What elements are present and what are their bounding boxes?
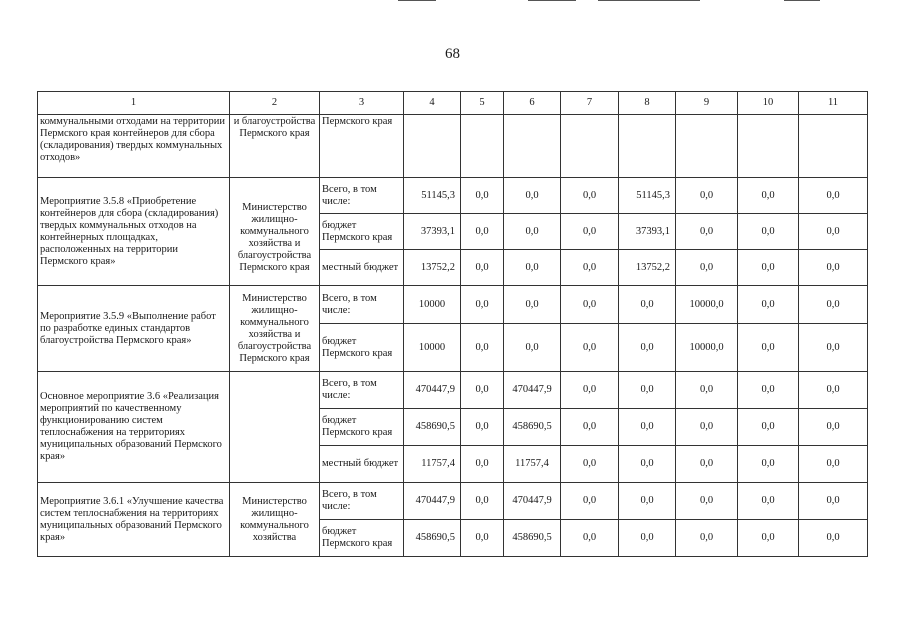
- value-cell: 0,0: [738, 250, 799, 286]
- value-cell: 10000,0: [676, 286, 738, 324]
- funding-source-cell: бюджет Пермского края: [320, 324, 404, 372]
- value-cell: 458690,5: [404, 520, 461, 557]
- value-cell: 37393,1: [404, 214, 461, 250]
- value-cell: [799, 115, 868, 178]
- value-cell: 0,0: [799, 286, 868, 324]
- value-cell: 0,0: [461, 483, 504, 520]
- value-cell: 458690,5: [404, 409, 461, 446]
- header-row: [38, 92, 868, 115]
- value-cell: 51145,3: [619, 178, 676, 214]
- value-cell: 0,0: [676, 520, 738, 557]
- value-cell: 0,0: [738, 520, 799, 557]
- value-cell: 0,0: [461, 446, 504, 483]
- value-cell: 0,0: [799, 446, 868, 483]
- table-row: [38, 483, 868, 520]
- header-cell: 2: [230, 92, 320, 115]
- header-cell: 8: [619, 92, 676, 115]
- value-cell: 0,0: [461, 214, 504, 250]
- value-cell: 0,0: [676, 409, 738, 446]
- funding-source-cell: Всего, в том числе:: [320, 286, 404, 324]
- funding-source-cell: бюджет Пермского края: [320, 214, 404, 250]
- executor-cell: Министерство жилищно-коммунального хозяйства и благоустройства Пермского края: [230, 178, 320, 286]
- value-cell: 0,0: [619, 520, 676, 557]
- value-cell: 0,0: [799, 250, 868, 286]
- value-cell: 458690,5: [504, 520, 561, 557]
- value-cell: 0,0: [676, 372, 738, 409]
- event-name-cell: Мероприятие 3.5.9 «Выполнение работ по разработке единых стандартов благоустройства Пермского края»: [38, 286, 230, 372]
- table-row: [38, 178, 868, 214]
- value-cell: 10000: [404, 324, 461, 372]
- table-row: [38, 372, 868, 409]
- value-cell: 0,0: [619, 483, 676, 520]
- event-name-cell: коммунальными отходами на территории Пермского края контейнеров для сбора (складирования) твердых коммунальных отходов»: [38, 115, 230, 178]
- value-cell: 0,0: [561, 324, 619, 372]
- value-cell: 0,0: [619, 372, 676, 409]
- header-cell: 7: [561, 92, 619, 115]
- value-cell: 0,0: [461, 324, 504, 372]
- budget-table: [37, 91, 868, 557]
- header-cell: 6: [504, 92, 561, 115]
- value-cell: 51145,3: [404, 178, 461, 214]
- value-cell: 0,0: [738, 483, 799, 520]
- funding-source-cell: местный бюджет: [320, 250, 404, 286]
- funding-source-cell: Пермского края: [320, 115, 404, 178]
- value-cell: 13752,2: [619, 250, 676, 286]
- executor-cell: Министерство жилищно-коммунального хозяйства: [230, 483, 320, 557]
- value-cell: 0,0: [561, 372, 619, 409]
- table-row: [38, 286, 868, 324]
- event-name-cell: Мероприятие 3.6.1 «Улучшение качества систем теплоснабжения на территориях муниципальных образований Пермского края»: [38, 483, 230, 557]
- funding-source-cell: местный бюджет: [320, 446, 404, 483]
- funding-source-cell: бюджет Пермского края: [320, 520, 404, 557]
- value-cell: 0,0: [676, 250, 738, 286]
- funding-source-cell: Всего, в том числе:: [320, 483, 404, 520]
- value-cell: 0,0: [561, 446, 619, 483]
- value-cell: 0,0: [738, 446, 799, 483]
- value-cell: 0,0: [619, 446, 676, 483]
- value-cell: 0,0: [561, 483, 619, 520]
- executor-cell: [230, 372, 320, 483]
- value-cell: 0,0: [799, 214, 868, 250]
- value-cell: 470447,9: [504, 372, 561, 409]
- value-cell: [619, 115, 676, 178]
- value-cell: 10000: [404, 286, 461, 324]
- value-cell: 0,0: [461, 372, 504, 409]
- value-cell: 0,0: [461, 409, 504, 446]
- value-cell: 0,0: [561, 178, 619, 214]
- value-cell: 0,0: [676, 446, 738, 483]
- value-cell: 0,0: [619, 324, 676, 372]
- value-cell: 0,0: [738, 178, 799, 214]
- value-cell: 0,0: [504, 324, 561, 372]
- value-cell: 0,0: [461, 520, 504, 557]
- value-cell: 0,0: [561, 409, 619, 446]
- value-cell: 0,0: [799, 178, 868, 214]
- value-cell: 0,0: [561, 214, 619, 250]
- value-cell: [404, 115, 461, 178]
- executor-cell: и благоустройства Пермского края: [230, 115, 320, 178]
- header-cell: 10: [738, 92, 799, 115]
- table-row: [38, 115, 868, 178]
- header-cell: 4: [404, 92, 461, 115]
- value-cell: 0,0: [461, 250, 504, 286]
- value-cell: 11757,4: [504, 446, 561, 483]
- value-cell: 0,0: [799, 483, 868, 520]
- value-cell: 458690,5: [504, 409, 561, 446]
- value-cell: 0,0: [504, 250, 561, 286]
- value-cell: 0,0: [461, 286, 504, 324]
- value-cell: [461, 115, 504, 178]
- value-cell: 37393,1: [619, 214, 676, 250]
- funding-source-cell: Всего, в том числе:: [320, 178, 404, 214]
- value-cell: 0,0: [799, 520, 868, 557]
- value-cell: 0,0: [738, 409, 799, 446]
- value-cell: 0,0: [504, 286, 561, 324]
- value-cell: 0,0: [799, 409, 868, 446]
- value-cell: [676, 115, 738, 178]
- value-cell: 13752,2: [404, 250, 461, 286]
- header-cell: 1: [38, 92, 230, 115]
- value-cell: 0,0: [738, 286, 799, 324]
- value-cell: 0,0: [619, 409, 676, 446]
- value-cell: 470447,9: [404, 372, 461, 409]
- funding-source-cell: Всего, в том числе:: [320, 372, 404, 409]
- value-cell: 0,0: [738, 214, 799, 250]
- value-cell: 470447,9: [504, 483, 561, 520]
- value-cell: 11757,4: [404, 446, 461, 483]
- value-cell: 0,0: [561, 250, 619, 286]
- header-cell: 5: [461, 92, 504, 115]
- top-rule-4: [784, 0, 820, 1]
- value-cell: 0,0: [738, 372, 799, 409]
- value-cell: 0,0: [799, 372, 868, 409]
- value-cell: 0,0: [676, 178, 738, 214]
- value-cell: 0,0: [676, 483, 738, 520]
- value-cell: 10000,0: [676, 324, 738, 372]
- value-cell: 0,0: [461, 178, 504, 214]
- value-cell: 0,0: [504, 178, 561, 214]
- value-cell: 0,0: [676, 214, 738, 250]
- value-cell: [561, 115, 619, 178]
- value-cell: 0,0: [504, 214, 561, 250]
- event-name-cell: Основное мероприятие 3.6 «Реализация мероприятий по качественному функционированию систем теплоснабжения на территориях муниципальных образований Пермского края»: [38, 372, 230, 483]
- value-cell: 0,0: [619, 286, 676, 324]
- top-rule-3: [598, 0, 700, 1]
- value-cell: 470447,9: [404, 483, 461, 520]
- value-cell: 0,0: [561, 520, 619, 557]
- header-cell: 3: [320, 92, 404, 115]
- value-cell: 0,0: [561, 286, 619, 324]
- header-cell: 9: [676, 92, 738, 115]
- funding-source-cell: бюджет Пермского края: [320, 409, 404, 446]
- value-cell: [504, 115, 561, 178]
- executor-cell: Министерство жилищно-коммунального хозяйства и благоустройства Пермского края: [230, 286, 320, 372]
- value-cell: 0,0: [738, 324, 799, 372]
- top-rule-2: [528, 0, 576, 1]
- top-rule-1: [398, 0, 436, 1]
- page-number: 68: [445, 46, 460, 62]
- value-cell: 0,0: [799, 324, 868, 372]
- header-cell: 11: [799, 92, 868, 115]
- event-name-cell: Мероприятие 3.5.8 «Приобретение контейнеров для сбора (складирования) твердых коммунальных отходов на контейнерных площадках, расположенных на территории Пермского края»: [38, 178, 230, 286]
- value-cell: [738, 115, 799, 178]
